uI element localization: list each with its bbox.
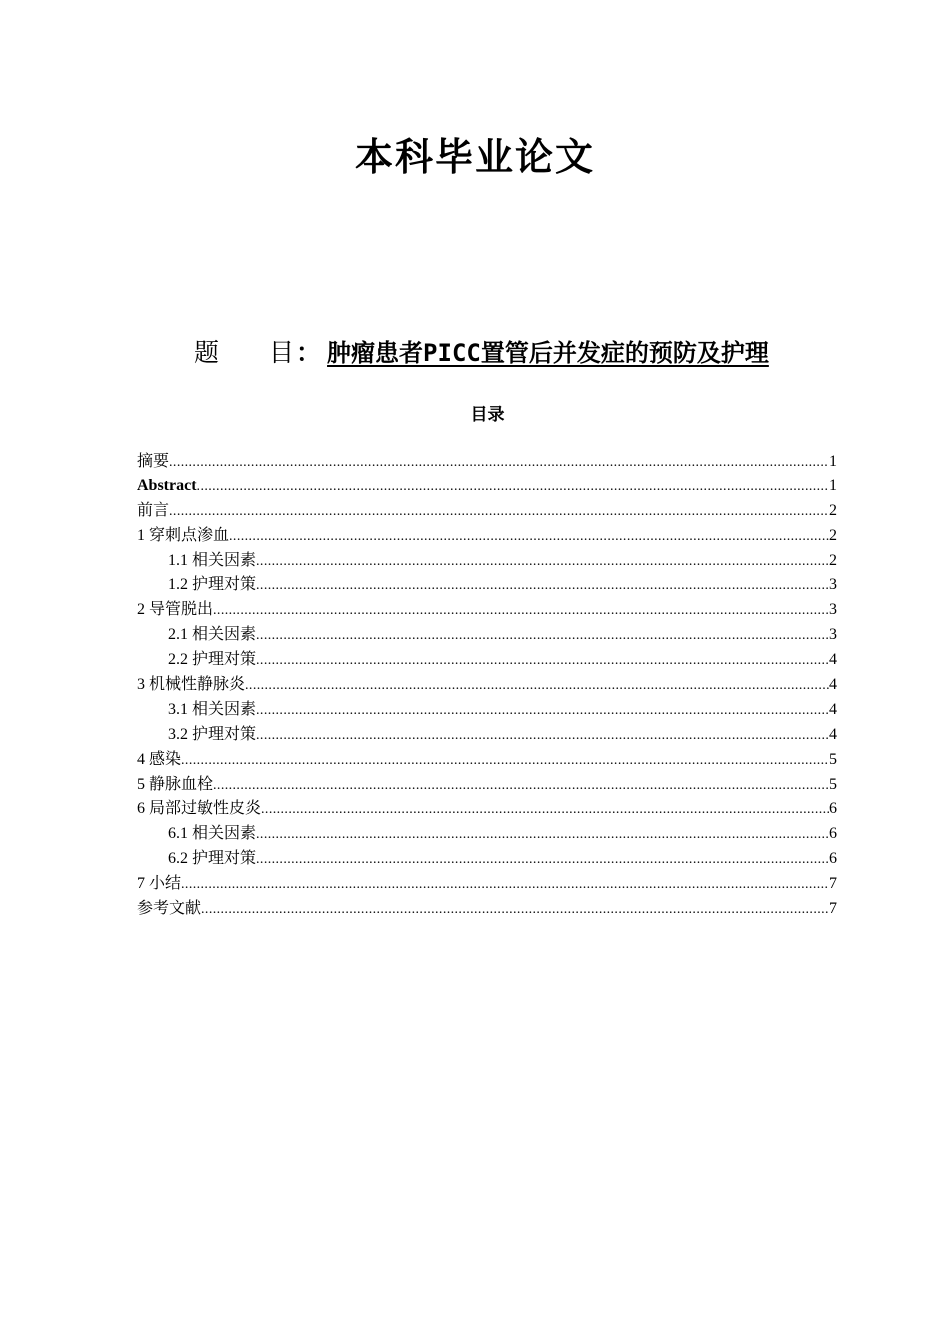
toc-entry-label: 2.1 相关因素: [168, 626, 257, 644]
toc-dot-leader: [256, 823, 829, 847]
toc-entry-page-number: 5: [829, 750, 837, 768]
toc-entry-page-number: 2: [829, 501, 837, 519]
toc-entry[interactable]: [137, 872, 837, 897]
toc-entry[interactable]: [137, 773, 837, 798]
toc-entry-page-number: 7: [829, 875, 837, 893]
toc-entry-label: 2 导管脱出: [137, 601, 214, 619]
toc-entry-label: 参考文献: [137, 900, 202, 918]
toc-entry-label: 1.1 相关因素: [168, 551, 257, 569]
subject-label-right: 目: [269, 338, 295, 367]
thesis-subject: 肿瘤患者PICC置管后并发症的预防及护理: [327, 339, 769, 367]
toc-entry-label: 1 穿刺点渗血: [137, 526, 230, 544]
toc-dot-leader: [256, 574, 829, 598]
toc-entry-page-number: 3: [829, 601, 837, 619]
toc-dot-leader: [256, 724, 829, 748]
toc-entry-page-number: 3: [829, 626, 837, 644]
toc-entry-label: 4 感染: [137, 750, 182, 768]
toc-entry-label: 3.2 护理对策: [168, 725, 257, 743]
toc-entry[interactable]: [137, 499, 837, 524]
toc-entry[interactable]: [137, 847, 837, 872]
toc-dot-leader: [256, 848, 829, 872]
toc-entry-label: 3 机械性静脉炎: [137, 676, 246, 694]
toc-entry-page-number: 4: [829, 700, 837, 718]
toc-entry[interactable]: [137, 723, 837, 748]
toc-entry-page-number: 4: [829, 651, 837, 669]
toc-entry-page-number: 4: [829, 725, 837, 743]
toc-entry-page-number: 1: [829, 453, 837, 470]
toc-entry[interactable]: [137, 748, 837, 773]
subject-row: [194, 333, 769, 369]
toc-entry-label: 2.2 护理对策: [168, 651, 257, 669]
toc-entry[interactable]: [137, 549, 837, 574]
subject-colon: ：: [296, 338, 322, 367]
toc-entry[interactable]: [137, 623, 837, 648]
subject-label: [194, 333, 294, 369]
toc-entry[interactable]: [137, 573, 837, 598]
toc-dot-leader: [201, 898, 829, 922]
subject-label-left: 题: [194, 338, 220, 367]
toc-entry-label: 6.2 护理对策: [168, 850, 257, 868]
toc-entry-page-number: 4: [829, 676, 837, 694]
toc-entry-label: 5 静脉血栓: [137, 775, 214, 793]
toc-entry-page-number: 1: [829, 476, 837, 494]
toc-entry-label: 摘要: [137, 451, 170, 470]
toc-entry-page-number: 2: [829, 526, 837, 544]
toc-entry-page-number: 6: [829, 850, 837, 868]
toc-entry-label: 前言: [137, 501, 170, 519]
toc-entry[interactable]: [137, 897, 837, 922]
toc-dot-leader: [256, 699, 829, 723]
toc-entry[interactable]: [137, 474, 837, 499]
toc-entry-label: 6.1 相关因素: [168, 825, 257, 843]
toc-dot-leader: [229, 525, 829, 549]
toc-heading: 目录: [470, 405, 505, 425]
table-of-contents: [137, 449, 837, 922]
toc-entry-label: Abstract: [137, 476, 197, 494]
toc-dot-leader: [256, 649, 829, 673]
document-title: 本科毕业论文: [354, 134, 595, 179]
toc-entry[interactable]: [137, 449, 837, 474]
toc-entry-page-number: 5: [829, 775, 837, 793]
toc-entry[interactable]: [137, 673, 837, 698]
toc-dot-leader: [256, 550, 829, 574]
toc-dot-leader: [169, 500, 829, 524]
toc-dot-leader: [181, 749, 829, 773]
toc-entry[interactable]: [137, 797, 837, 822]
toc-entry-label: 1.2 护理对策: [168, 576, 257, 594]
toc-dot-leader: [181, 873, 829, 897]
toc-dot-leader: [256, 624, 829, 648]
toc-dot-leader: [197, 475, 829, 499]
toc-entry[interactable]: [137, 822, 837, 847]
toc-dot-leader: [213, 774, 829, 798]
toc-dot-leader: [245, 674, 829, 698]
toc-entry[interactable]: [137, 598, 837, 623]
toc-entry-label: 6 局部过敏性皮炎: [137, 800, 262, 818]
toc-entry[interactable]: [137, 648, 837, 673]
toc-entry-page-number: 3: [829, 576, 837, 594]
toc-entry-label: 7 小结: [137, 875, 182, 893]
toc-dot-leader: [261, 798, 829, 822]
toc-entry-page-number: 7: [829, 900, 837, 918]
toc-dot-leader: [213, 599, 829, 623]
toc-entry-page-number: 2: [829, 551, 837, 569]
toc-dot-leader: [169, 451, 829, 474]
toc-entry-page-number: 6: [829, 800, 837, 818]
toc-entry-label: 3.1 相关因素: [168, 700, 257, 718]
toc-entry[interactable]: [137, 524, 837, 549]
toc-entry[interactable]: [137, 698, 837, 723]
toc-entry-page-number: 6: [829, 825, 837, 843]
